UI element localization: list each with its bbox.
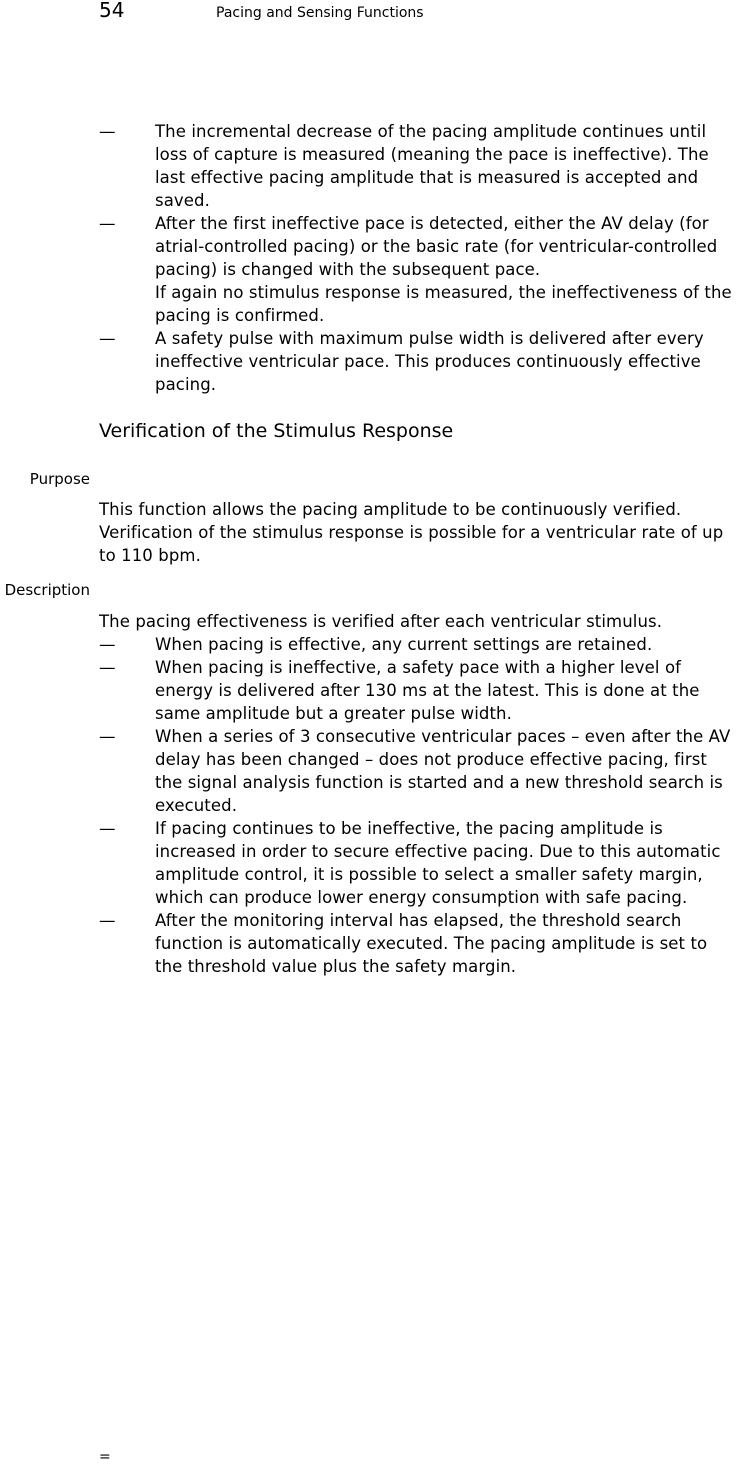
description-label: Description [4, 581, 90, 599]
list-item-text: After the first ineffective pace is detected, either the AV delay (for atrial-controlled pacing) or the basic rate (for ventricular-controlled pacing) is changed with the subsequent pace. [155, 214, 718, 279]
intro-list [99, 120, 737, 396]
list-item-text: If pacing continues to be ineffective, the pacing amplitude is increased in order to secure effective pacing. Due to this automatic amplitude control, it is possible to select a smaller safety margin, which can produce lower energy consumption with safe pacing. [155, 819, 721, 907]
list-dash: — [99, 819, 116, 838]
purpose-text: This function allows the pacing amplitude to be continuously verified. Verification of the stimulus response is possible for a ventricular rate of up to 110 bpm. [99, 500, 724, 565]
list-dash: — [99, 214, 116, 233]
list-item [99, 909, 737, 978]
list-item-text: If again no stimulus response is measured, the ineffectiveness of the pacing is confirmed. [155, 283, 732, 325]
list-dash: — [99, 727, 116, 746]
list-dash: — [99, 329, 116, 348]
page-number: 54 [99, 0, 125, 22]
purpose-block [99, 498, 737, 567]
list-item-text: The incremental decrease of the pacing amplitude continues until loss of capture is measured (meaning the pace is ineffective). The last effective pacing amplitude that is measured is accepted and saved. [155, 122, 709, 210]
list-item [99, 212, 737, 327]
list-item [99, 633, 737, 656]
list-item [99, 725, 737, 817]
footer-mark: = [99, 1449, 111, 1465]
list-item-text: When pacing is ineffective, a safety pace with a higher level of energy is delivered after 130 ms at the latest. This is done at the same amplitude but a greater pulse width. [155, 658, 700, 723]
list-dash: — [99, 911, 116, 930]
list-dash: — [99, 658, 116, 677]
list-item-text: A safety pulse with maximum pulse width is delivered after every ineffective ventricular pace. This produces continuously effective pacing. [155, 329, 704, 394]
list-dash: — [99, 635, 116, 654]
section-heading: Verification of the Stimulus Response [99, 420, 454, 442]
list-item [99, 120, 737, 212]
list-item [99, 327, 737, 396]
list-item-text: When pacing is effective, any current settings are retained. [155, 635, 653, 654]
list-item [99, 817, 737, 909]
description-intro: The pacing effectiveness is verified after each ventricular stimulus. [99, 612, 663, 631]
list-item-text: After the monitoring interval has elapsed, the threshold search function is automatically executed. The pacing amplitude is set to the threshold value plus the safety margin. [155, 911, 708, 976]
list-item-text: When a series of 3 consecutive ventricular paces – even after the AV delay has been changed – does not produce effective pacing, first the signal analysis function is started and a new threshold search is executed. [155, 727, 731, 815]
running-header-title: Pacing and Sensing Functions [216, 5, 424, 21]
list-item [99, 656, 737, 725]
list-dash: — [99, 122, 116, 141]
purpose-label: Purpose [29, 470, 90, 488]
description-block [99, 610, 737, 978]
